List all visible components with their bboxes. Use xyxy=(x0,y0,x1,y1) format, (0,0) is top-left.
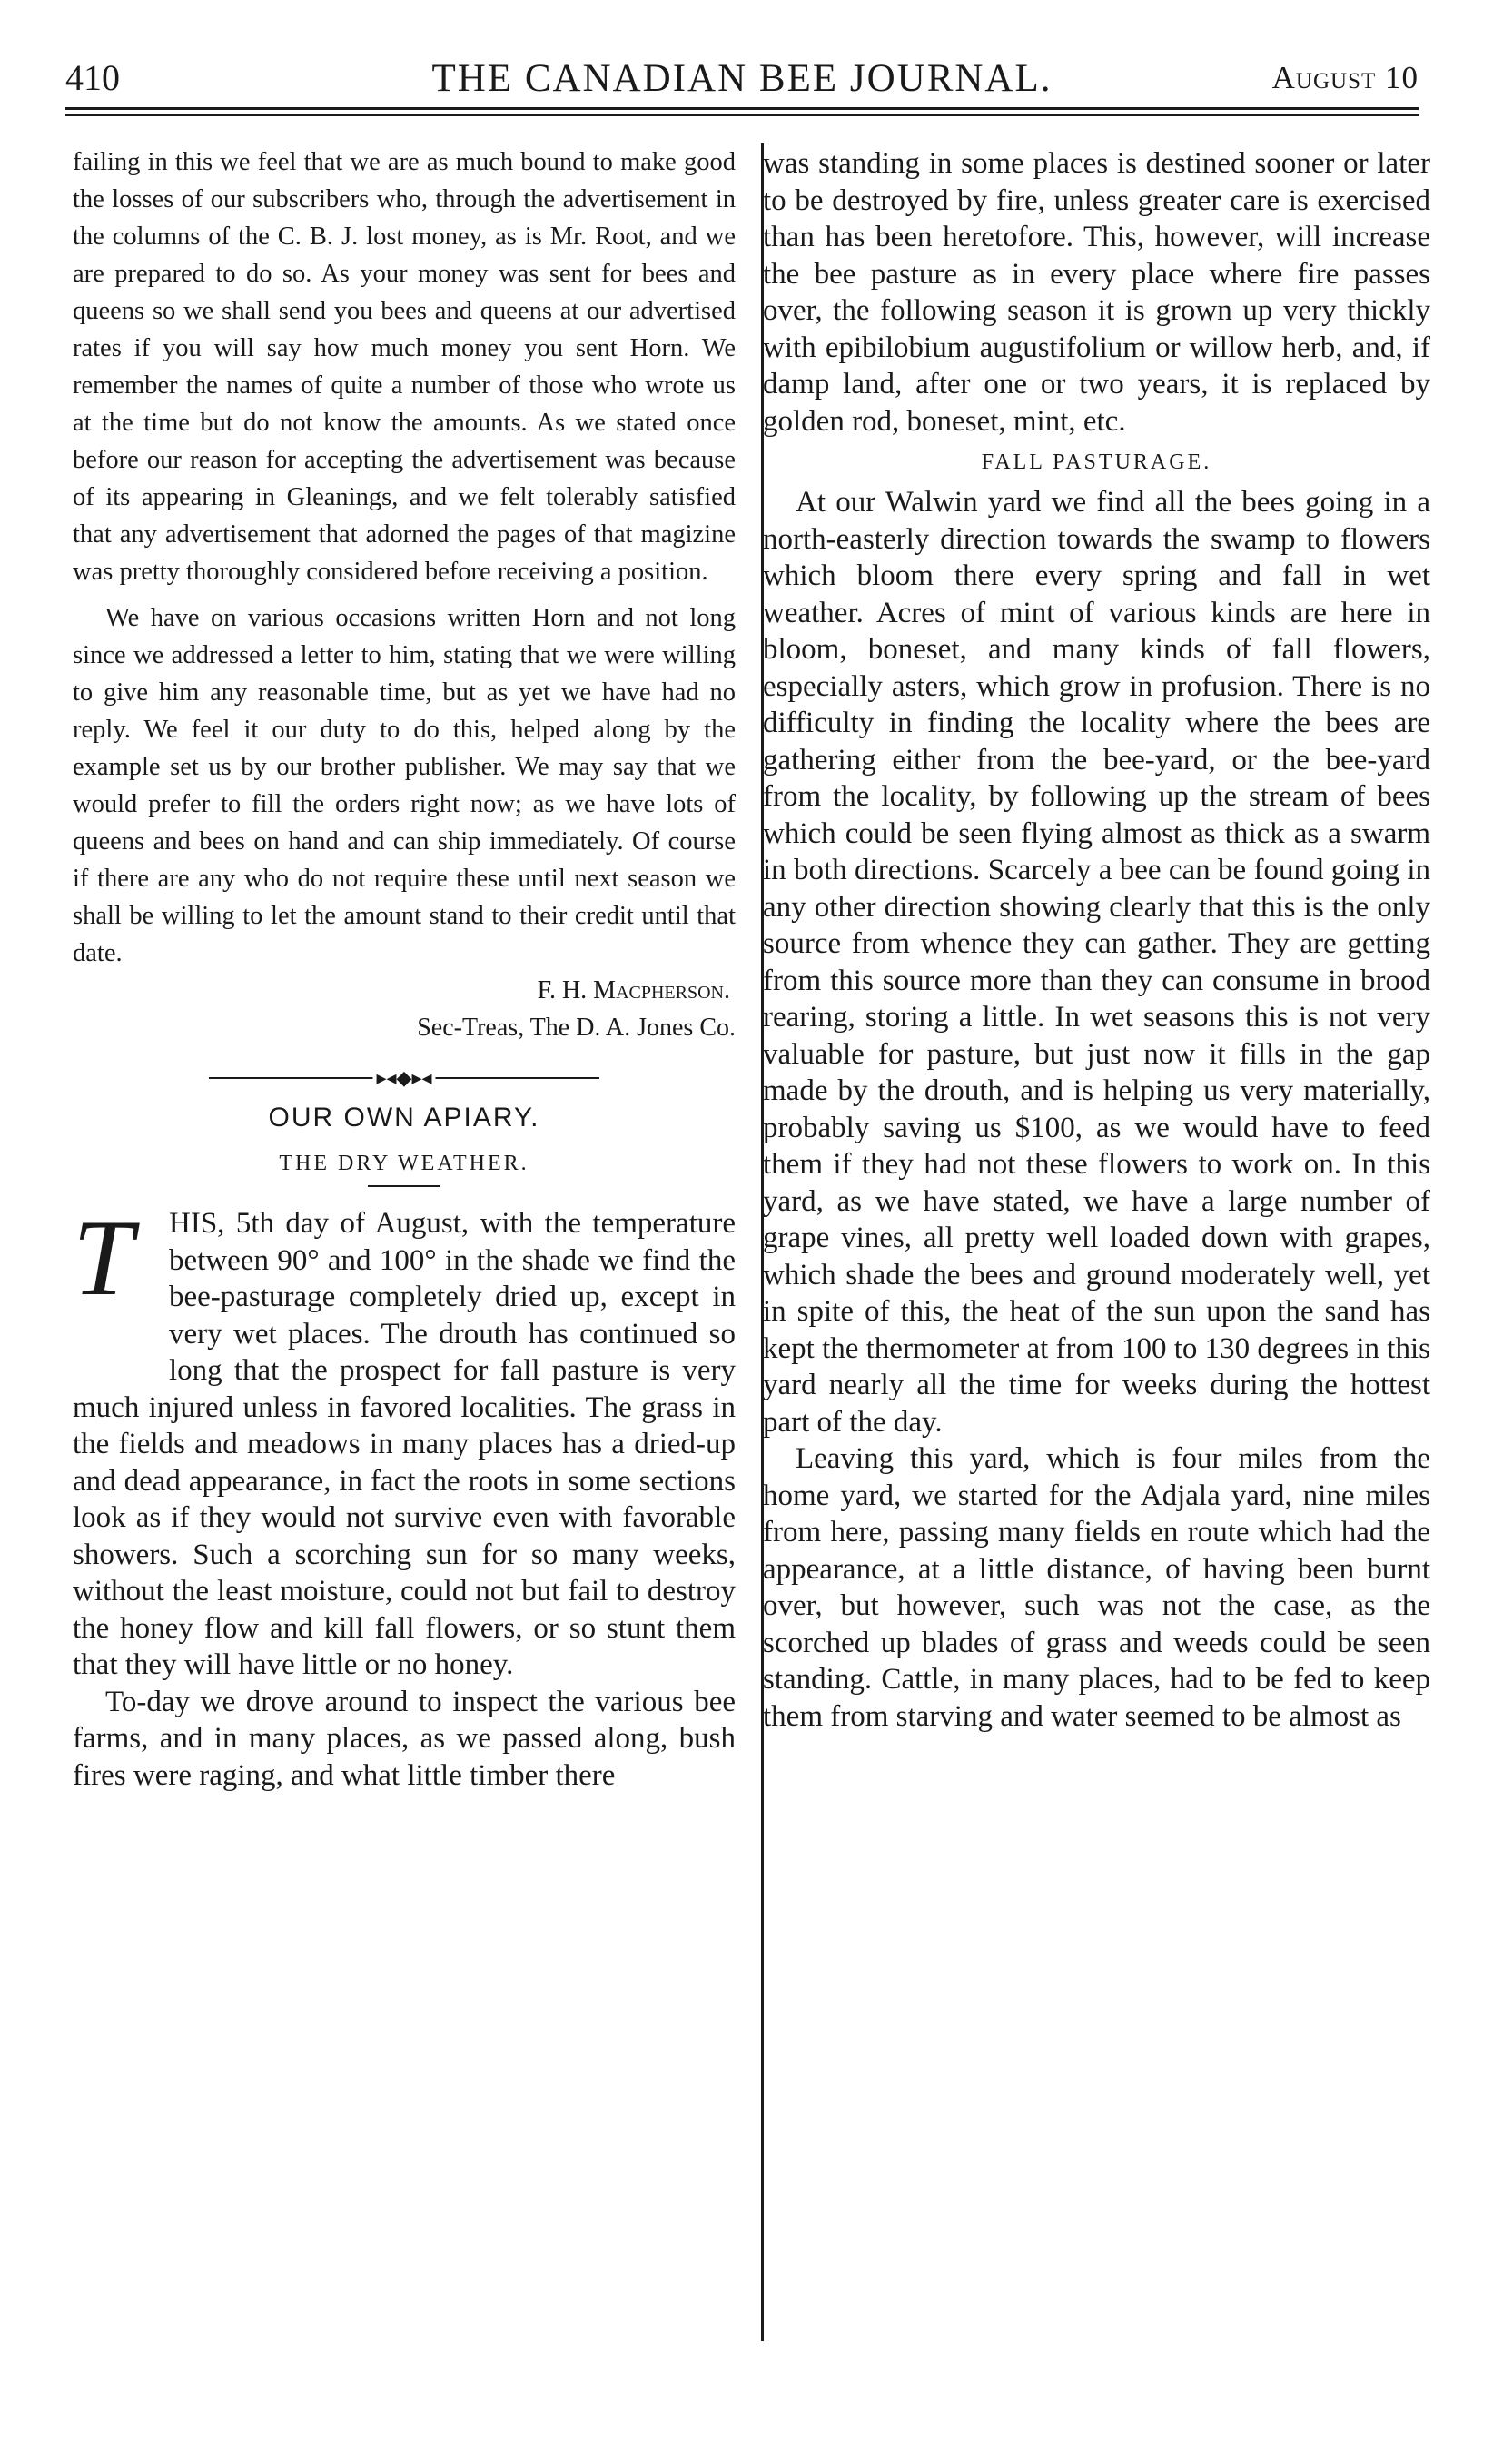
journal-title: THE CANADIAN BEE JOURNAL. xyxy=(431,57,1053,100)
section-separator xyxy=(209,1064,599,1092)
continued-paragraph xyxy=(763,145,1430,440)
separator-ornament-icon: ▸◂◆▸◂ xyxy=(372,1064,435,1092)
section-heading: OUR OWN APIARY. xyxy=(268,1103,540,1133)
fall-pasturage-heading: FALL PASTURAGE. xyxy=(981,450,1212,474)
drop-cap-letter: T xyxy=(73,1197,133,1318)
article-subheading: THE DRY WEATHER. xyxy=(279,1152,529,1175)
issue-date: August 10 xyxy=(1271,60,1419,95)
fall-pasturage-paragraph-1: At our Walwin yard we find all the bees going in a north-easterly direction towards the swamp to flowers which bloom there every spring and fall in wet weather. Acres of mint of various kinds are here in bloom, boneset, and many kinds of fall flowers, especially asters, which grow in profusion. There is no difficulty in finding the locality where the bees are gathering either from the bee-yard, or the bee-yard from the locality, by following up the stream of bees which could be seen flying almost as thick as a swarm in both directions. Scarcely a bee can be found going in any other direction showing clearly that this is the only source from whence they can gather. They are getting from this source more than they can consume in brood rearing, storing a little. In wet seasons this is not very valuable for pasture, but just now it fills in the gap made by the drouth, and is helping us very materially, probably saving us $100, as we would have to feed them if they had not these flowers to work on. In this yard, as we have stated, we have a large number of grape vines, all pretty well loaded down with grapes, which shade the bees and ground moderately well, yet in spite of this, the heat of the sun upon the sand has kept the thermometer at from 100 to 130 degrees in this yard nearly all the time for weeks during the hottest part of the day. xyxy=(763,486,1430,1439)
page-number: 410 xyxy=(65,57,120,98)
fall-pasturage-paragraph-2: Leaving this yard, which is four miles from the home yard, we started for the Adjala yard, nine miles from here, passing many fields en route which had the appearance, at a little distance, of having been burnt over, but however, such was not the case, as the scorched up blades of grass and weeds could be seen standing. Cattle, in many places, had to be fed to keep them from starving and water seemed to be almost as xyxy=(763,1442,1430,1733)
left-column xyxy=(73,143,736,1794)
article-paragraph-2: To-day we drove around to inspect the various bee farms, and in many places, as we passed along, bush fires were raging, and what little timber there xyxy=(73,1685,736,1792)
letter-paragraph-1: failing in this we feel that we are as much bound to make good the losses of our subscribers who, through the advertisement in the columns of the C. B. J. lost money, as is Mr. Root, and we are prepared to do so. As your money was sent for bees and queens so we shall send you bees and queens at our advertised rates if you will say how much money you sent Horn. We remember the names of quite a number of those who wrote us at the time but do not know the amounts. As we stated once before our reason for accepting the advertisement was because of its appearing in Gleanings, and we felt tolerably satisfied that any advertisement that adorned the pages of that magizine was pretty thoroughly considered before receiving a position. xyxy=(73,148,736,586)
page-header xyxy=(65,56,1419,111)
editorial-letter xyxy=(73,143,736,972)
header-rule-top xyxy=(65,107,1419,110)
signature-name: F. H. Macpherson. xyxy=(537,976,730,1004)
letter-paragraph-2: We have on various occasions written Horn and not long since we addressed a letter to him, stating that we were willing to give him any reasonable time, but as yet we have had no reply. We feel it our duty to do this, helped along by the example set us by our brother publisher. We may say that we would prefer to fill the orders right now; as we have lots of queens and bees on hand and can ship immediately. Of course if there are any who do not require these until next season we shall be willing to let the amount stand to their credit until that date. xyxy=(73,604,736,967)
article-body xyxy=(73,1197,736,1794)
signature-title: Sec-Treas, The D. A. Jones Co. xyxy=(417,1014,736,1042)
article-paragraph-1-text: HIS, 5th day of August, with the temperature between 90° and 100° in the shade we find the bee-pasturage completely dried up, except in very wet places. The drouth has continued so long that the prospect for fall pasture is very much injured unless in favored localities. The grass in the fields and meadows in many places has a dried-up and dead appearance, in fact the roots in some sections look as if they would not survive even with favorable showers. Such a scorching sun for so many weeks, without the least moisture, could not but fail to destroy the honey flow and kill fall flowers, or so stunt them that they will have little or no honey. xyxy=(73,1207,736,1681)
continued-paragraph-text: was standing in some places is destined sooner or later to be destroyed by fire, unless greater care is exercised than has been heretofore. This, however, will increase the bee pasture as in every place where fire passes over, the following season it is grown up very thickly with epibilobium augustifolium or willow herb, and, if damp land, after one or two years, it is replaced by golden rod, boneset, mint, etc. xyxy=(763,147,1430,438)
article-paragraph-1 xyxy=(73,1197,736,1684)
right-column xyxy=(763,145,1430,1735)
header-rule-bottom xyxy=(65,114,1419,116)
signature-block xyxy=(73,972,736,1046)
subheading-rule xyxy=(368,1185,440,1187)
